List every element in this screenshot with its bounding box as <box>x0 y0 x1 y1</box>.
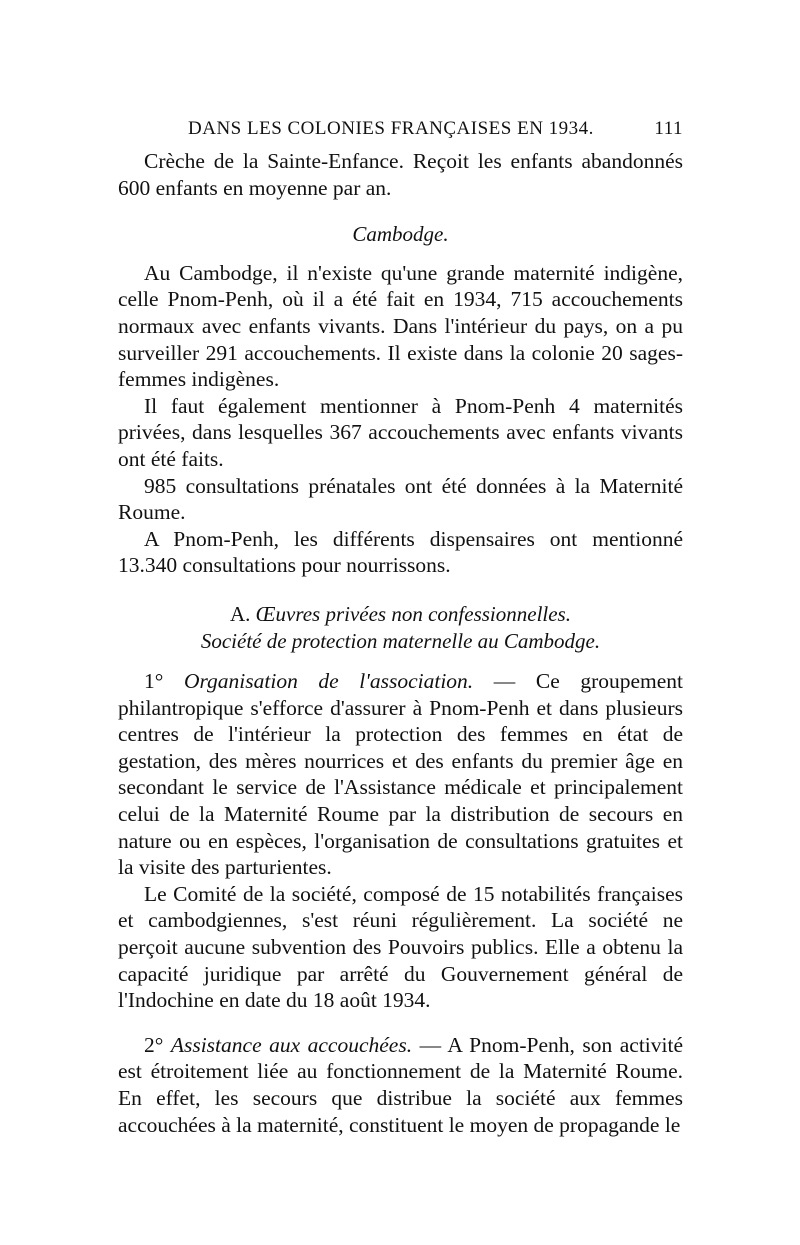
section-heading-oeuvres <box>118 601 683 654</box>
paragraph-creche: Crèche de la Sainte-Enfance. Reçoit les enfants abandonnés 600 enfants en moyenne par an. <box>118 149 683 200</box>
document-page <box>118 118 683 1138</box>
section-heading-cambodge: Cambodge. <box>352 222 449 247</box>
section-subtitle: Société de protection maternelle au Cambodge. <box>200 628 601 653</box>
running-title: DANS LES COLONIES FRANÇAISES EN 1934. <box>188 118 594 139</box>
paragraph-consultations-prenatales: 985 consultations prénatales ont été données à la Maternité Roume. <box>118 473 683 525</box>
item-title: Assistance aux accouchées. <box>170 1032 413 1057</box>
item-number: 1° <box>144 669 164 694</box>
paragraph-maternite: Au Cambodge, il n'existe qu'une grande maternité indigène, celle Pnom-Penh, où il a été fait en 1934, 715 accouchements normaux avec enfants vivants. Dans l'intérieur du pays, on a pu surveiller 291 accouchements. Il existe dans la colonie 20 sages-femmes indigènes. <box>118 260 683 392</box>
section-heading-line1 <box>118 601 683 628</box>
paragraph-assistance <box>118 1032 683 1138</box>
item-text: — A Pnom-Penh, son activité est étroitement liée au fonctionnement de la Maternité Roume. En effet, les secours que distribue la société aux femmes accouchées à la maternité, constituent le moyen de propagande le <box>118 1032 684 1137</box>
section-letter: A. <box>230 601 251 626</box>
paragraph-dispensaires: A Pnom-Penh, les différents dispensaires ont mentionné 13.340 consultations pour nourrissons. <box>118 526 683 578</box>
paragraph-comite: Le Comité de la société, composé de 15 notabilités françaises et cambodgiennes, s'est réuni régulièrement. La société ne perçoit aucune subvention des Pouvoirs publics. Elle a obtenu la capacité juridique par arrêté du Gouvernement général de l'Indochine en date du 18 août 1934. <box>118 881 683 1013</box>
paragraph-organisation <box>118 668 683 881</box>
page-number: 111 <box>654 118 683 139</box>
running-head <box>118 118 683 144</box>
item-text: — Ce groupement philantropique s'efforce d'assurer à Pnom-Penh et dans plusieurs centres de l'intérieur la protection des femmes en état de gestation, des mères nourrices et des enfants du premier âge en secondant le service de l'Assistance médicale et principalement celui de la Maternité Roume par la distribution de secours en nature ou en espèces, l'organisation de consultations gratuites et la visite des parturientes. <box>118 669 684 880</box>
section-title: Œuvres privées non confessionnelles. <box>255 601 571 626</box>
item-number: 2° <box>144 1032 164 1057</box>
item-title: Organisation de l'association. <box>183 669 474 694</box>
paragraph-maternites-privees: Il faut également mentionner à Pnom-Penh 4 maternités privées, dans lesquelles 367 accouchements avec enfants vivants ont été faits. <box>118 393 683 471</box>
